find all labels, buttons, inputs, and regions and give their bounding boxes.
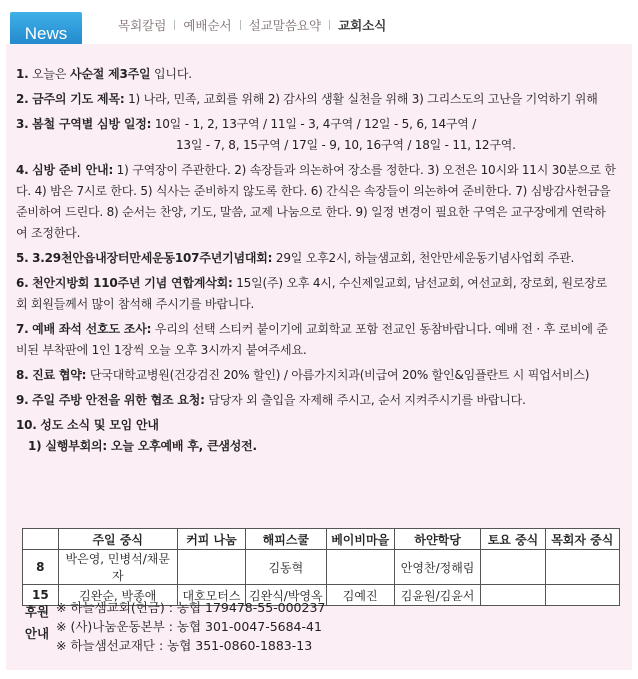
- notice-number: 5.: [16, 251, 29, 265]
- news-badge: News: [10, 12, 82, 56]
- notice-item: [16, 160, 616, 244]
- notice-item: [16, 89, 616, 110]
- notice-text: 10일 - 1, 2, 13구역 / 11일 - 3, 4구역 / 12일 - 5, 6, 14구역 /: [151, 117, 477, 131]
- notice-item: [16, 319, 616, 361]
- notice-continuation: 1) 실행부회의: 오늘 오후예배 후, 큰샘성전.: [28, 439, 257, 453]
- notice-number: 3.: [16, 117, 29, 131]
- notice-label: 천안지방회 110주년 기념 연합계삭회:: [32, 276, 233, 290]
- nav-worship-order[interactable]: 예배순서: [183, 19, 232, 33]
- table-cell: 8: [23, 550, 59, 585]
- table-cell: 대호모터스: [177, 585, 245, 606]
- notice-label: 금주의 기도 제목:: [32, 92, 125, 106]
- table-header-row: [23, 529, 620, 550]
- table-cell: [545, 550, 619, 585]
- table-row: [23, 550, 620, 585]
- notice-number: 7.: [16, 322, 29, 336]
- table-cell: 김동혁: [246, 550, 326, 585]
- nav-sermon-summary[interactable]: 설교말씀요약: [248, 19, 322, 33]
- notice-text: 우리의 선택 스티커 붙이기에 교회학교 포함 전교인 동참바랍니다. 예배 전 · 후 로비에 준비된 부착판에 1인 1장씩 오늘 오후 3시까지 붙여주세요.: [16, 322, 608, 357]
- table-header: 커피 나눔: [177, 529, 245, 550]
- notice-text: 1) 구역장이 주관한다. 2) 속장들과 의논하여 장소를 정한다. 3) 오전은 10시와 11시 30분으로 한다. 4) 밤은 7시로 한다. 5) 식사는 준비하지 않도록 한다. 6) 간식은 속장들이 의논하여 준비한다. 7) 심방감사헌금을 준비하여 드린다. 8) 순서는 찬양, 기도, 말씀, 교제 나눔으로 한다. 9) 일정 변경이 필요한 구역은 교구장에게 연락하여 조정한다.: [16, 163, 616, 240]
- table-header: 목회자 중식: [545, 529, 619, 550]
- table-cell: [326, 550, 394, 585]
- table-header: 베이비마을: [326, 529, 394, 550]
- notice-item: [16, 390, 616, 411]
- notice-label: 심방 준비 안내:: [32, 163, 114, 177]
- notice-label: 3.29천안읍내장터만세운동107주년기념대회:: [32, 251, 273, 265]
- notice-item: [16, 415, 616, 457]
- sponsor-account-line: ※ 하늘샘교회(헌금) : 농협 179478-55-000237: [56, 600, 326, 615]
- notice-label: 성도 소식 및 모임 안내: [40, 418, 159, 432]
- table-header: [23, 529, 59, 550]
- notice-text: 입니다.: [150, 67, 192, 81]
- table-header: 하얀학당: [394, 529, 481, 550]
- notice-number: 2.: [16, 92, 29, 106]
- notice-text: 15일(주) 오후 4시, 수신제일교회, 남선교회, 여선교회, 장로회, 원로장로회 회원들께서 많이 참석해 주시기를 바랍니다.: [16, 276, 608, 311]
- table-cell: 박은영, 민병석/채문자: [58, 550, 177, 585]
- table-cell: 김윤원/김윤서: [394, 585, 481, 606]
- nav-divider: [174, 20, 175, 30]
- table-header: 토요 중식: [481, 529, 545, 550]
- notice-text: 1) 나라, 민족, 교회를 위해 2) 감사의 생활 실천을 위해 3) 그리스도의 고난을 기억하기 위해: [124, 92, 598, 106]
- notice-item: [16, 248, 616, 269]
- table-cell: 김완순, 박종애: [58, 585, 177, 606]
- table-header: 해피스쿨: [246, 529, 326, 550]
- nav-divider: [329, 20, 330, 30]
- notice-number: 9.: [16, 393, 29, 407]
- notice-label: 사순절 제3주일: [69, 67, 151, 81]
- notice-number: 6.: [16, 276, 29, 290]
- table-cell: 김예진: [326, 585, 394, 606]
- table-cell: [545, 585, 619, 606]
- notice-prefix: 오늘은: [32, 67, 70, 81]
- notice-number: 8.: [16, 368, 29, 382]
- notice-continuation: 13일 - 7, 8, 15구역 / 17일 - 9, 10, 16구역 / 18일 - 11, 12구역.: [176, 138, 516, 152]
- notice-item: [16, 64, 616, 85]
- notice-label: 주일 주방 안전을 위한 협조 요청:: [32, 393, 205, 407]
- notice-item: [16, 273, 616, 315]
- news-panel: [6, 44, 632, 670]
- section-nav: [118, 16, 386, 34]
- table-cell: 김완식/박영옥: [246, 585, 326, 606]
- notice-text: 29일 오후2시, 하늘샘교회, 천안만세운동기념사업회 주관.: [272, 251, 575, 265]
- notice-number: 10.: [16, 418, 37, 432]
- notice-item: [16, 114, 616, 156]
- table-cell: [481, 585, 545, 606]
- notice-label: 진료 협약:: [32, 368, 87, 382]
- notice-number: 1.: [16, 67, 29, 81]
- notice-item: [16, 365, 616, 386]
- nav-pastor-column[interactable]: 목회칼럼: [118, 19, 167, 33]
- table-header: 주일 중식: [58, 529, 177, 550]
- sponsor-accounts: [56, 598, 325, 655]
- notice-label: 봄철 구역별 심방 일정:: [32, 117, 152, 131]
- notice-label: 예배 좌석 선호도 조사:: [32, 322, 152, 336]
- table-cell: [481, 550, 545, 585]
- notice-text: 단국대학교병원(건강검진 20% 할인) / 아름가지치과(비급여 20% 할인&임플란트 시 픽업서비스): [86, 368, 590, 382]
- table-cell: [177, 550, 245, 585]
- notice-text: 담당자 외 출입을 자제해 주시고, 순서 지켜주시기를 바랍니다.: [204, 393, 526, 407]
- nav-divider: [240, 20, 241, 30]
- sponsor-account-line: ※ (사)나눔운동본부 : 농협 301-0047-5684-41: [56, 619, 322, 634]
- nav-church-news[interactable]: 교회소식: [338, 19, 387, 33]
- table-cell: 안영찬/정해림: [394, 550, 481, 585]
- service-schedule-table: [22, 528, 620, 606]
- sponsor-account-line: ※ 하늘샘선교재단 : 농협 351-0860-1883-13: [56, 638, 313, 653]
- table-cell: 15: [23, 585, 59, 606]
- notice-number: 4.: [16, 163, 29, 177]
- notice-list: [16, 64, 616, 461]
- sponsor-label: 후원 안내: [24, 604, 50, 641]
